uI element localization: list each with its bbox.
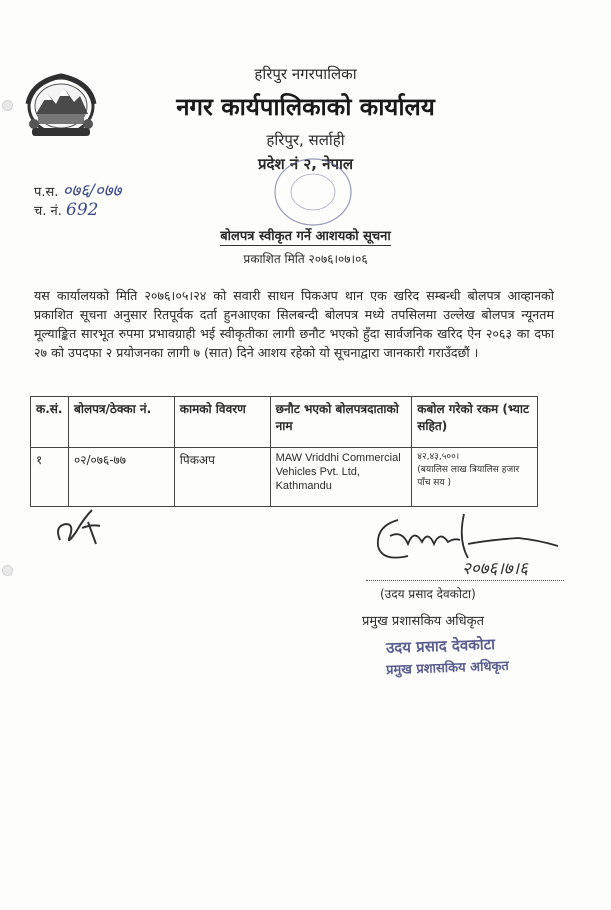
fiscal-year-value: ०७६/०७७ bbox=[62, 181, 122, 201]
published-label: प्रकाशित मिति bbox=[243, 252, 305, 266]
dispatch-number-line bbox=[34, 200, 98, 220]
award-table bbox=[30, 396, 538, 507]
notice-title: बोलपत्र स्वीकृत गर्ने आशयको सूचना bbox=[220, 229, 391, 244]
office-location: हरिपुर, सर्लाही bbox=[266, 131, 345, 149]
col-header-bidder: छनौट भएको बोलपत्रदाताको नाम bbox=[270, 397, 412, 448]
col-header-amount: कबोल गरेको रकम (भ्याट सहित) bbox=[412, 397, 538, 448]
cell-sn: १ bbox=[31, 448, 69, 507]
amount-words: (बयालिस लाख त्रियालिस हजार पाँच सय ) bbox=[417, 465, 520, 488]
cell-contract-no: ०२/०७६-७७ bbox=[68, 448, 174, 507]
bidder-line: MAW Vriddhi Commercial bbox=[275, 452, 401, 464]
municipality-name: हरिपुर नगरपालिका bbox=[254, 65, 357, 83]
published-date: २०७६।०७।०६ bbox=[308, 252, 368, 266]
amount-figure: ४२,४३,५००। bbox=[417, 452, 460, 462]
cell-description: पिकअप bbox=[174, 448, 270, 507]
dispatch-number: 692 bbox=[66, 200, 99, 220]
col-header-description: कामको विवरण bbox=[174, 397, 270, 448]
signatory-name: (उदय प्रसाद देवकोटा) bbox=[380, 587, 476, 601]
col-header-sn: क.सं. bbox=[31, 397, 69, 448]
fiscal-year-label: प.स. bbox=[34, 185, 59, 200]
office-stamp-icon bbox=[268, 152, 358, 232]
name-stamp: उदय प्रसाद देवकोटा bbox=[385, 635, 496, 657]
cell-amount bbox=[412, 448, 538, 507]
bidder-line: Vehicles Pvt. Ltd, bbox=[275, 466, 360, 478]
office-title: नगर कार्यपालिकाको कार्यालय bbox=[176, 93, 435, 121]
punch-hole bbox=[2, 565, 13, 576]
published-date-line bbox=[0, 250, 611, 267]
cell-bidder bbox=[270, 448, 412, 507]
notice-body: यस कार्यालयको मिति २०७६।०५।२४ को सवारी साधन पिकअप थान एक खरिद सम्बन्धी बोलपत्र आव्हानको प्रकाशित सूचना अनुसार रितपूर्वक दर्ता हुनआएका सिलबन्दी बोलपत्र मध्ये तपसिलमा उल्लेख बोलपत्र न्यूनतम मूल्याङ्कित सारभूत रुपमा प्रभावग्राही भई स्वीकृतीका लागी छनौट भएको हुँदा सार्वजनिक खरिद ऐन २०६३ का दफा २७ को उपदफा २ प्रयोजनका लागी ७ (सात) दिने आशय रहेको यो सूचनाद्वारा जानकारी गराउँदछौं । bbox=[34, 288, 554, 360]
signatory-post: प्रमुख प्रशासकिय अधिकृत bbox=[362, 614, 485, 629]
dispatch-label: च. नं. bbox=[34, 204, 62, 219]
notice-heading bbox=[0, 226, 611, 244]
table-header-row bbox=[31, 397, 538, 448]
signature-line bbox=[366, 580, 564, 581]
table-row bbox=[31, 448, 538, 507]
bidder-line: Kathmandu bbox=[275, 480, 332, 492]
province-line: प्रदेश नं २, नेपाल bbox=[257, 155, 354, 173]
col-header-contract-no: बोलपत्र/ठेक्का नं. bbox=[68, 397, 174, 448]
post-stamp: प्रमुख प्रशासकिय अधिकृत bbox=[385, 658, 510, 679]
initials-signature-icon bbox=[52, 502, 112, 552]
fiscal-year-line bbox=[34, 178, 121, 201]
signature-date: २०७६।७।६ bbox=[462, 559, 528, 579]
